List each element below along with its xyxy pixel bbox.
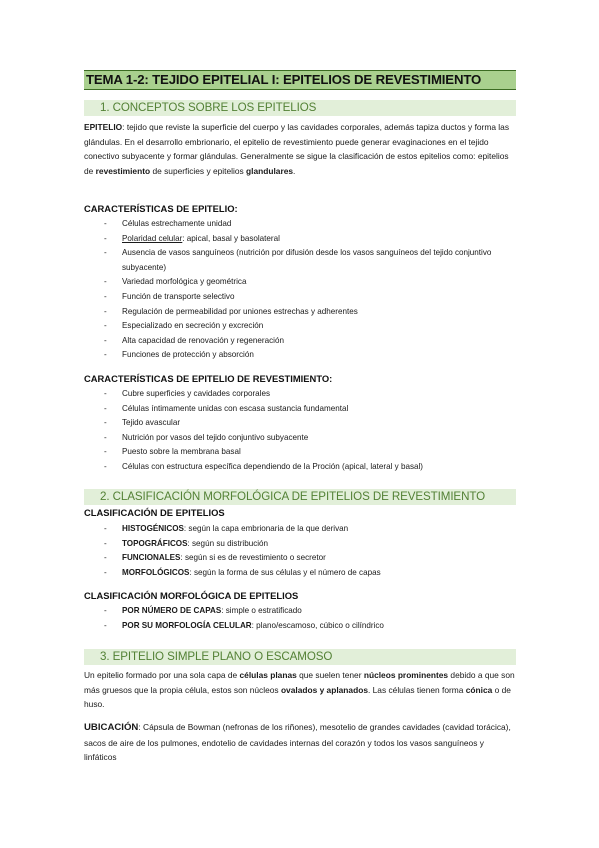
list-item: - POR SU MORFOLOGÍA CELULAR: plano/escamoso, cúbico o cilíndrico	[104, 620, 384, 630]
list-item: - Regulación de permeabilidad por uniones estrechas y adherentes	[104, 306, 358, 316]
morfologica-heading: CLASIFICACIÓN MORFOLÓGICA DE EPITELIOS	[84, 590, 299, 601]
characteristics-list	[84, 217, 518, 363]
epitelio-simple-description: Un epitelio formado por una sola capa de células planas que suelen tener núcleos prominentes debido a que son más gruesos que la propia célula, estos son núcleos ovalados y aplanados. Las células tienen forma cónica o de huso.	[84, 670, 515, 709]
section-1-heading: 1. CONCEPTOS SOBRE LOS EPITELIOS	[100, 101, 317, 114]
list-item: - FUNCIONALES: según si es de revestimiento o secretor	[104, 553, 326, 563]
list-item: - Células con estructura específica dependiendo de la Proción (apical, lateral y basal)	[104, 461, 423, 471]
list-item: - Nutrición por vasos del tejido conjuntivo subyacente	[104, 432, 309, 442]
list-item: - Células íntimamente unidas con escasa sustancia fundamental	[104, 403, 349, 413]
list-item: - Cubre superficies y cavidades corporales	[104, 389, 271, 398]
section-3-banner	[84, 649, 516, 665]
list-item: - Variedad morfológica y geométrica	[104, 277, 247, 287]
term-glandulares: glandulares	[246, 165, 294, 176]
definition-text-2: de superficies y epitelios	[150, 165, 247, 176]
revestimiento-heading: CARACTERÍSTICAS DE EPITELIO DE REVESTIMIENTO:	[84, 373, 333, 384]
list-item: - MORFOLÓGICOS: según la forma de sus células y el número de capas	[104, 567, 381, 577]
list-item: - Tejido avascular	[104, 418, 181, 428]
list-item: - Polaridad celular: apical, basal y basolateral	[104, 233, 280, 243]
clasificacion-list	[84, 522, 518, 580]
list-item: - Alta capacidad de renovación y regeneración	[104, 335, 284, 345]
ubicacion-paragraph: UBICACIÓN: Cápsula de Bowman (nefronas de los riñones), mesotelio de grandes cavidades (cavidad torácica), sacos de aire de los pulmones, endotelio de cavidades internas del corazón y todos los vasos sanguíneos y linfáticos	[84, 722, 511, 762]
epitelio-definition	[84, 120, 518, 178]
list-item: - Ausencia de vasos sanguíneos (nutrición por difusión desde los vasos sanguíneos del tejido conjuntivo subyacente)	[104, 248, 492, 272]
list-item: - Función de transporte selectivo	[104, 291, 235, 301]
definition-text: : tejido que reviste la superficie del cuerpo y las cavidades corporales, además tapiza ductos y forma las glándulas. En el desarrollo embrionario, el epitelio de revestimiento puede generar evaginaciones en el tejido conectivo subyacente y formar glándulas. Generalmente se sigue la clasificación de estos epitelios como: epitelios de	[84, 122, 510, 176]
section-2-banner	[84, 489, 516, 505]
list-item: - POR NÚMERO DE CAPAS: simple o estratificado	[104, 606, 302, 615]
definition-text-3: .	[293, 165, 296, 176]
section-2-heading: 2. CLASIFICACIÓN MORFOLÓGICA DE EPITELIOS DE REVESTIMIENTO	[100, 490, 486, 503]
ubicacion-label: UBICACIÓN	[84, 722, 139, 733]
document-title: TEMA 1-2: TEJIDO EPITELIAL I: EPITELIOS DE REVESTIMIENTO	[86, 72, 482, 87]
section-3-heading: 3. EPITELIO SIMPLE PLANO O ESCAMOSO	[100, 650, 333, 663]
morfologica-list	[84, 604, 518, 633]
section-1-banner	[84, 100, 516, 116]
list-item: - Puesto sobre la membrana basal	[104, 447, 241, 457]
list-item: - Células estrechamente unidad	[104, 219, 232, 228]
list-item: - Funciones de protección y absorción	[104, 350, 254, 360]
list-item: - TOPOGRÁFICOS: según su distribución	[104, 538, 269, 548]
list-item: - Especializado en secreción y excreción	[104, 321, 264, 331]
term-revestimiento: revestimiento	[95, 165, 151, 176]
list-item: - HISTOGÉNICOS: según la capa embrionaria de la que derivan	[104, 524, 349, 533]
revestimiento-list	[84, 387, 518, 475]
characteristics-heading: CARACTERÍSTICAS DE EPITELIO:	[84, 203, 238, 214]
clasificacion-heading: CLASIFICACIÓN DE EPITELIOS	[84, 507, 225, 518]
title-banner	[84, 70, 516, 90]
term-epitelio: EPITELIO	[84, 122, 123, 132]
